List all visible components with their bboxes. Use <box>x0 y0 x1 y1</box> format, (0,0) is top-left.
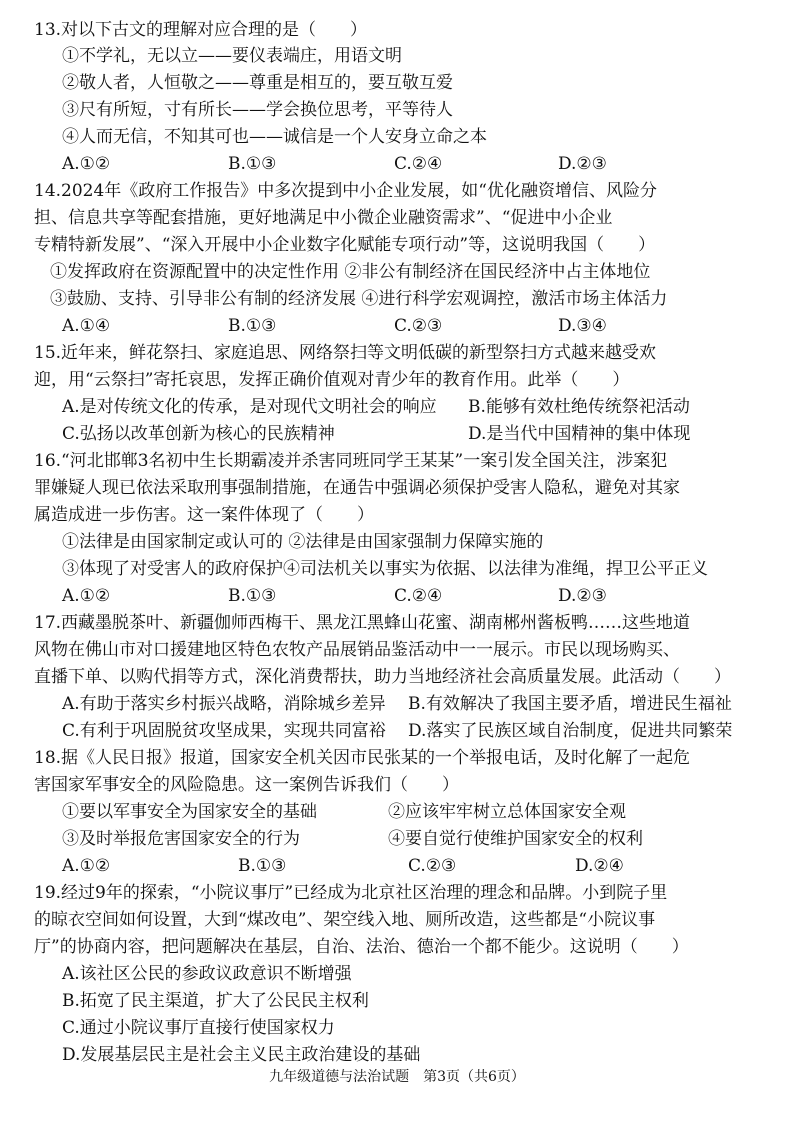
option-a: A.有助于落实乡村振兴战略，消除城乡差异 <box>62 694 386 714</box>
option-b: B.①③ <box>228 316 277 336</box>
statement-3-4: ③鼓励、支持、引导非公有制的经济发展 ④进行科学宏观调控，激活市场主体活力 <box>50 289 668 309</box>
option-c: C.通过小院议事厅直接行使国家权力 <box>62 1018 335 1038</box>
statement-3: ③及时举报危害国家安全的行为 <box>62 829 300 849</box>
statement-2: ②敬人者，人恒敬之——尊重是相互的，要互敬互爱 <box>62 73 453 93</box>
option-b: B.有效解决了我国主要矛盾，增进民生福祉 <box>408 694 732 714</box>
option-b: B.能够有效杜绝传统祭祀活动 <box>468 397 690 417</box>
question-stem-line: 害国家军事安全的风险隐患。这一案例告诉我们（ ） <box>34 775 459 795</box>
option-a: A.是对传统文化的传承，是对现代文明社会的响应 <box>62 397 437 417</box>
option-a: A.①② <box>62 856 111 876</box>
question-stem-line: 专精特新发展”、“深入开展中小企业数字化赋能专项行动”等，这说明我国（ ） <box>34 235 656 255</box>
option-a: A.①② <box>62 154 111 174</box>
page-footer: 九年级道德与法治试题 第3页（共6页） <box>269 1069 525 1085</box>
question-stem-line: 风物在佛山市对口援建地区特色农牧产品展销品鉴活动中一一展示。市民以现场购买、 <box>34 640 680 660</box>
option-d: D.③④ <box>558 316 607 336</box>
question-stem-line: 担、信息共享等配套措施，更好地满足中小微企业融资需求”、“促进中小企业 <box>34 208 613 228</box>
option-b: B.①③ <box>228 586 277 606</box>
statement-2: ②应该牢牢树立总体国家安全观 <box>388 802 626 822</box>
option-a: A.该社区公民的参政议政意识不断增强 <box>62 964 352 984</box>
statement-1-2: ①法律是由国家制定或认可的 ②法律是由国家强制力保障实施的 <box>62 532 544 552</box>
option-c: C.②④ <box>394 586 443 606</box>
option-b: B.①③ <box>228 154 277 174</box>
option-d: D.是当代中国精神的集中体现 <box>468 424 691 444</box>
statement-1: ①不学礼，无以立——要仪表端庄，用语文明 <box>62 46 402 66</box>
question-stem-line: 属造成进一步伤害。这一案件体现了（ ） <box>34 505 374 525</box>
question-stem-line: 19.经过9年的探索，“小院议事厅”已经成为北京社区治理的理念和品牌。小到院子里 <box>34 883 668 903</box>
option-c: C.有利于巩固脱贫攻坚成果，实现共同富裕 <box>62 721 386 741</box>
question-stem-line: 罪嫌疑人现已依法采取刑事强制措施，在通告中强调必须保护受害人隐私，避免对其家 <box>34 478 680 498</box>
option-a: A.①② <box>62 586 111 606</box>
option-d: D.②④ <box>575 856 624 876</box>
statement-4: ④人而无信，不知其可也——诚信是一个人安身立命之本 <box>62 127 487 147</box>
option-c: C.②③ <box>408 856 457 876</box>
statement-1: ①要以军事安全为国家安全的基础 <box>62 802 317 822</box>
question-stem-line: 13.对以下古文的理解对应合理的是（ ） <box>34 20 368 40</box>
question-stem-line: 16.“河北邯郸3名初中生长期霸凌并杀害同班同学王某某”一案引发全国关注，涉案犯 <box>34 451 668 471</box>
option-c: C.②③ <box>394 316 443 336</box>
statement-4: ④要自觉行使维护国家安全的权利 <box>388 829 643 849</box>
question-stem-line: 14.2024年《政府工作报告》中多次提到中小企业发展，如“优化融资增信、风险分 <box>34 181 657 201</box>
question-stem-line: 迎，用“云祭扫”寄托哀思，发挥正确价值观对青少年的教育作用。此举（ ） <box>34 370 630 390</box>
option-c: C.②④ <box>394 154 443 174</box>
option-b: B.拓宽了民主渠道，扩大了公民民主权利 <box>62 991 369 1011</box>
question-stem-line: 厅”的协商内容，把问题解决在基层，自治、法治、德治一个都不能少。这说明（ ） <box>34 937 689 957</box>
statement-3-4: ③体现了对受害人的政府保护④司法机关以事实为依据、以法律为准绳，捍卫公平正义 <box>62 559 708 579</box>
option-d: D.②③ <box>558 154 607 174</box>
question-stem-line: 15.近年来，鲜花祭扫、家庭追思、网络祭扫等文明低碳的新型祭扫方式越来越受欢 <box>34 343 657 363</box>
statement-3: ③尺有所短，寸有所长——学会换位思考，平等待人 <box>62 100 453 120</box>
option-d: D.发展基层民主是社会主义民主政治建设的基础 <box>62 1045 421 1065</box>
question-stem-line: 直播下单、以购代捐等方式，深化消费帮扶，助力当地经济社会高质量发展。此活动（ ） <box>34 667 731 687</box>
option-c: C.弘扬以改革创新为核心的民族精神 <box>62 424 335 444</box>
question-stem-line: 17.西藏墨脱茶叶、新疆伽师西梅干、黑龙江黑蜂山花蜜、湖南郴州酱板鸭……这些地道 <box>34 613 691 633</box>
option-a: A.①④ <box>62 316 111 336</box>
question-stem-line: 的晾衣空间如何设置，大到“煤改电”、架空线入地、厕所改造，这些都是“小院议事 <box>34 910 656 930</box>
option-d: D.②③ <box>558 586 607 606</box>
option-b: B.①③ <box>238 856 287 876</box>
question-stem-line: 18.据《人民日报》报道，国家安全机关因市民张某的一个举报电话，及时化解了一起危 <box>34 748 691 768</box>
option-d: D.落实了民族区域自治制度，促进共同繁荣 <box>408 721 733 741</box>
statement-1-2: ①发挥政府在资源配置中的决定性作用 ②非公有制经济在国民经济中占主体地位 <box>50 262 651 282</box>
